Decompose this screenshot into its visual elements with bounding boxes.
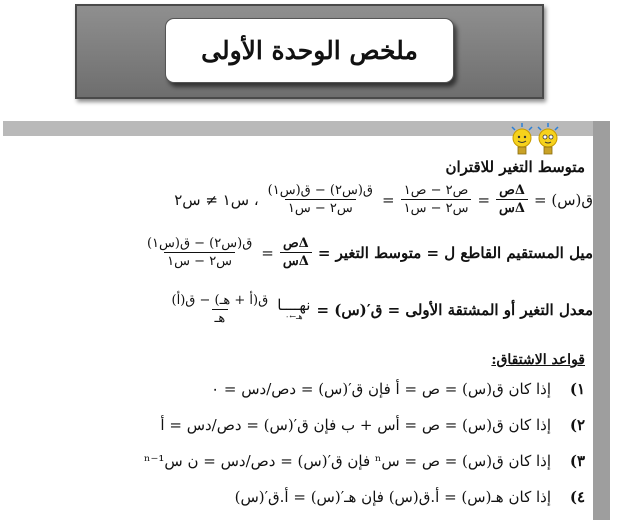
page-title: ملخص الوحدة الأولى [201,36,418,65]
rules-title-line [491,352,585,368]
rules-title: قواعد الاشتقاق: [491,352,585,368]
equals-sign: = [477,190,491,209]
rule-item [211,380,585,398]
fraction-numerator: ص٢ − ص١ [403,183,469,198]
equals-sign: = [382,190,395,209]
fraction-denominator: Δس [280,252,312,269]
fraction-difference-quotient [169,293,272,326]
lightbulb-icons [508,122,562,160]
lightbulb-icon [538,123,558,154]
rule-item [235,488,585,506]
fraction-denominator: س٢ − س١ [164,252,235,269]
avg-rate-formula [174,183,593,216]
formula-lhs: ق(س) = [534,190,593,209]
derivative-label: معدل التغير أو المشتقة الأولى = ق′(س) = [316,300,593,319]
fraction-numerator: ق(س٢) − ق(س١) [267,183,373,198]
fraction-denominator: هـ [212,309,229,326]
secant-slope-label: ميل المستقيم القاطع ل = متوسط التغير = [317,243,593,262]
rule-number: ٣) [569,452,585,470]
fraction-denominator: س٢ − س١ [401,199,472,216]
rule-text: إذا كان ق(س) = ص = أ فإن ق′(س) = دص/دس = ٠ [211,380,551,398]
fraction-delta [496,183,528,216]
section-divider-post [593,121,610,520]
rule-number: ٤) [569,488,585,506]
fraction-numerator: ق(س٢) − ق(س١) [146,236,253,251]
derivative-definition-formula [169,293,593,326]
fraction-func-diff [265,183,376,216]
lightbulb-icon [512,123,532,154]
section-divider-bar [3,121,593,136]
fraction-numerator: ق(أ + هـ) − ق(أ) [171,293,269,308]
rule-text: إذا كان ق(س) = ص = سⁿ فإن ق′(س) = دص/دس = ن سⁿ⁻¹ [143,452,551,470]
fraction-denominator: Δس [496,199,528,216]
rule-number: ٢) [569,416,585,434]
avg-rate-label: متوسط التغير للاقتران [445,158,585,176]
rule-item [160,416,585,434]
fraction-denominator: س٢ − س١ [285,199,356,216]
equals-sign: = [261,243,274,262]
limit-word: نهــــا [277,296,311,314]
avg-rate-label-line [445,158,585,176]
fraction-y-diff [401,183,472,216]
fraction-func-diff [144,236,255,269]
formula-condition: ، س١ ≠ س٢ [174,190,259,209]
title-box [165,18,454,83]
rule-text: إذا كان ق(س) = ص = أس + ب فإن ق′(س) = دص/دس = أ [160,416,551,434]
rule-text: إذا كان هـ(س) = أ.ق(س) فإن هـ′(س) = أ.ق′(س) [234,488,551,506]
fraction-delta [280,236,312,269]
fraction-numerator: Δص [499,183,525,198]
rule-number: ١) [569,380,585,398]
rule-item [144,452,585,470]
limit-subscript: هـ←٠ [285,312,303,321]
title-banner [75,4,544,99]
fraction-numerator: Δص [282,236,309,251]
secant-slope-formula [144,236,593,269]
limit-operator [277,298,310,321]
